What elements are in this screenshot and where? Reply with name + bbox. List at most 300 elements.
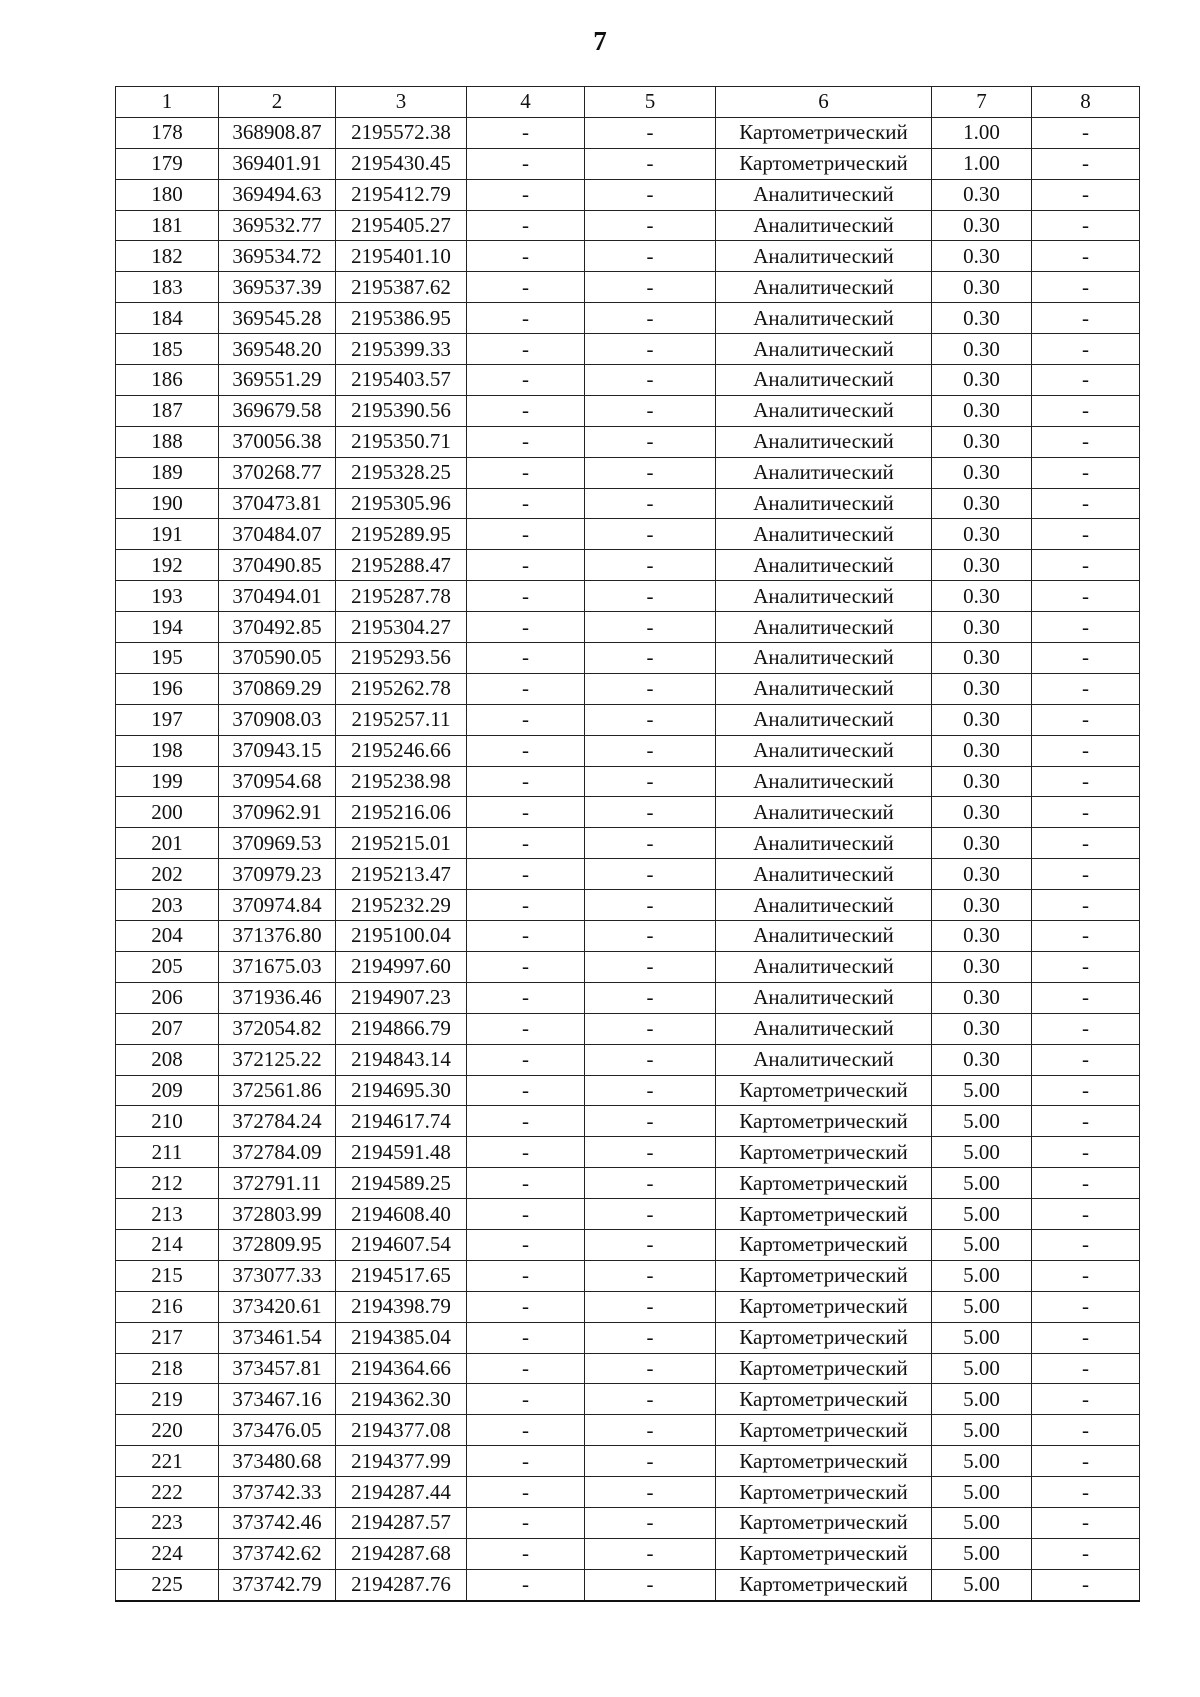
table-row xyxy=(116,828,1140,859)
table-body xyxy=(116,117,1140,1600)
y-coordinate-cell: 2195262.78 xyxy=(336,673,467,704)
table-row xyxy=(116,1569,1140,1600)
method-cell: Картометрический xyxy=(716,1106,932,1137)
y-coordinate-cell: 2195305.96 xyxy=(336,488,467,519)
y-coordinate-cell: 2194695.30 xyxy=(336,1075,467,1106)
x-coordinate-cell: 370056.38 xyxy=(219,426,336,457)
column-8-cell: - xyxy=(1032,921,1140,952)
accuracy-cell: 0.30 xyxy=(932,673,1032,704)
y-coordinate-cell: 2194362.30 xyxy=(336,1384,467,1415)
column-5-cell: - xyxy=(585,828,716,859)
method-cell: Аналитический xyxy=(716,797,932,828)
accuracy-cell: 0.30 xyxy=(932,426,1032,457)
point-number-cell: 205 xyxy=(116,951,219,982)
column-4-cell: - xyxy=(467,488,585,519)
x-coordinate-cell: 370494.01 xyxy=(219,581,336,612)
column-8-cell: - xyxy=(1032,519,1140,550)
y-coordinate-cell: 2195430.45 xyxy=(336,148,467,179)
method-cell: Аналитический xyxy=(716,673,932,704)
method-cell: Аналитический xyxy=(716,982,932,1013)
column-5-cell: - xyxy=(585,1384,716,1415)
point-number-cell: 194 xyxy=(116,612,219,643)
table-row xyxy=(116,488,1140,519)
accuracy-cell: 0.30 xyxy=(932,797,1032,828)
method-cell: Аналитический xyxy=(716,890,932,921)
table-row xyxy=(116,704,1140,735)
y-coordinate-cell: 2195390.56 xyxy=(336,395,467,426)
column-4-cell: - xyxy=(467,828,585,859)
column-4-cell: - xyxy=(467,241,585,272)
accuracy-cell: 1.00 xyxy=(932,117,1032,148)
accuracy-cell: 5.00 xyxy=(932,1168,1032,1199)
column-5-cell: - xyxy=(585,334,716,365)
method-cell: Картометрический xyxy=(716,1384,932,1415)
column-5-cell: - xyxy=(585,612,716,643)
y-coordinate-cell: 2195403.57 xyxy=(336,365,467,396)
y-coordinate-cell: 2194517.65 xyxy=(336,1260,467,1291)
table-row xyxy=(116,859,1140,890)
column-8-cell: - xyxy=(1032,1106,1140,1137)
column-4-cell: - xyxy=(467,704,585,735)
table-row xyxy=(116,1199,1140,1230)
column-4-cell: - xyxy=(467,1507,585,1538)
column-4-cell: - xyxy=(467,859,585,890)
x-coordinate-cell: 370268.77 xyxy=(219,457,336,488)
column-5-cell: - xyxy=(585,1507,716,1538)
point-number-cell: 217 xyxy=(116,1322,219,1353)
point-number-cell: 210 xyxy=(116,1106,219,1137)
accuracy-cell: 0.30 xyxy=(932,921,1032,952)
y-coordinate-cell: 2194589.25 xyxy=(336,1168,467,1199)
column-header: 3 xyxy=(336,87,467,118)
accuracy-cell: 0.30 xyxy=(932,735,1032,766)
method-cell: Аналитический xyxy=(716,210,932,241)
y-coordinate-cell: 2194907.23 xyxy=(336,982,467,1013)
accuracy-cell: 0.30 xyxy=(932,766,1032,797)
method-cell: Аналитический xyxy=(716,612,932,643)
point-number-cell: 213 xyxy=(116,1199,219,1230)
accuracy-cell: 0.30 xyxy=(932,457,1032,488)
y-coordinate-cell: 2195399.33 xyxy=(336,334,467,365)
column-5-cell: - xyxy=(585,1168,716,1199)
accuracy-cell: 5.00 xyxy=(932,1507,1032,1538)
table-row xyxy=(116,1322,1140,1353)
accuracy-cell: 0.30 xyxy=(932,951,1032,982)
table-row xyxy=(116,210,1140,241)
x-coordinate-cell: 373742.33 xyxy=(219,1477,336,1508)
point-number-cell: 222 xyxy=(116,1477,219,1508)
table-row xyxy=(116,797,1140,828)
x-coordinate-cell: 370590.05 xyxy=(219,643,336,674)
column-4-cell: - xyxy=(467,303,585,334)
y-coordinate-cell: 2195215.01 xyxy=(336,828,467,859)
x-coordinate-cell: 372561.86 xyxy=(219,1075,336,1106)
column-8-cell: - xyxy=(1032,395,1140,426)
column-4-cell: - xyxy=(467,982,585,1013)
table-row xyxy=(116,365,1140,396)
x-coordinate-cell: 370974.84 xyxy=(219,890,336,921)
column-5-cell: - xyxy=(585,643,716,674)
point-number-cell: 200 xyxy=(116,797,219,828)
table-row xyxy=(116,673,1140,704)
y-coordinate-cell: 2194287.57 xyxy=(336,1507,467,1538)
x-coordinate-cell: 369534.72 xyxy=(219,241,336,272)
accuracy-cell: 0.30 xyxy=(932,828,1032,859)
point-number-cell: 221 xyxy=(116,1446,219,1477)
accuracy-cell: 0.30 xyxy=(932,179,1032,210)
y-coordinate-cell: 2195287.78 xyxy=(336,581,467,612)
point-number-cell: 211 xyxy=(116,1137,219,1168)
column-5-cell: - xyxy=(585,303,716,334)
x-coordinate-cell: 371376.80 xyxy=(219,921,336,952)
column-8-cell: - xyxy=(1032,1538,1140,1569)
method-cell: Аналитический xyxy=(716,365,932,396)
table-row xyxy=(116,395,1140,426)
method-cell: Аналитический xyxy=(716,581,932,612)
table-row xyxy=(116,303,1140,334)
x-coordinate-cell: 373742.46 xyxy=(219,1507,336,1538)
column-5-cell: - xyxy=(585,241,716,272)
column-8-cell: - xyxy=(1032,1168,1140,1199)
table-row xyxy=(116,272,1140,303)
y-coordinate-cell: 2194607.54 xyxy=(336,1229,467,1260)
method-cell: Аналитический xyxy=(716,766,932,797)
method-cell: Картометрический xyxy=(716,1415,932,1446)
method-cell: Аналитический xyxy=(716,704,932,735)
column-4-cell: - xyxy=(467,673,585,704)
method-cell: Аналитический xyxy=(716,519,932,550)
column-8-cell: - xyxy=(1032,1477,1140,1508)
column-8-cell: - xyxy=(1032,1229,1140,1260)
method-cell: Аналитический xyxy=(716,1044,932,1075)
column-5-cell: - xyxy=(585,1013,716,1044)
column-4-cell: - xyxy=(467,581,585,612)
table-row xyxy=(116,457,1140,488)
point-number-cell: 209 xyxy=(116,1075,219,1106)
accuracy-cell: 0.30 xyxy=(932,704,1032,735)
accuracy-cell: 0.30 xyxy=(932,612,1032,643)
accuracy-cell: 5.00 xyxy=(932,1229,1032,1260)
y-coordinate-cell: 2195289.95 xyxy=(336,519,467,550)
point-number-cell: 189 xyxy=(116,457,219,488)
table-row xyxy=(116,241,1140,272)
point-number-cell: 219 xyxy=(116,1384,219,1415)
column-5-cell: - xyxy=(585,735,716,766)
column-5-cell: - xyxy=(585,272,716,303)
y-coordinate-cell: 2195246.66 xyxy=(336,735,467,766)
column-8-cell: - xyxy=(1032,890,1140,921)
y-coordinate-cell: 2195213.47 xyxy=(336,859,467,890)
column-header: 8 xyxy=(1032,87,1140,118)
column-5-cell: - xyxy=(585,1538,716,1569)
point-number-cell: 198 xyxy=(116,735,219,766)
y-coordinate-cell: 2194377.08 xyxy=(336,1415,467,1446)
table-row xyxy=(116,1415,1140,1446)
column-header: 4 xyxy=(467,87,585,118)
point-number-cell: 179 xyxy=(116,148,219,179)
column-8-cell: - xyxy=(1032,735,1140,766)
column-5-cell: - xyxy=(585,210,716,241)
column-5-cell: - xyxy=(585,766,716,797)
column-8-cell: - xyxy=(1032,1384,1140,1415)
column-8-cell: - xyxy=(1032,117,1140,148)
x-coordinate-cell: 372784.24 xyxy=(219,1106,336,1137)
accuracy-cell: 0.30 xyxy=(932,303,1032,334)
method-cell: Аналитический xyxy=(716,859,932,890)
accuracy-cell: 0.30 xyxy=(932,334,1032,365)
method-cell: Картометрический xyxy=(716,1291,932,1322)
column-5-cell: - xyxy=(585,550,716,581)
y-coordinate-cell: 2194287.68 xyxy=(336,1538,467,1569)
column-8-cell: - xyxy=(1032,1075,1140,1106)
accuracy-cell: 5.00 xyxy=(932,1322,1032,1353)
column-8-cell: - xyxy=(1032,1199,1140,1230)
point-number-cell: 186 xyxy=(116,365,219,396)
column-8-cell: - xyxy=(1032,1322,1140,1353)
method-cell: Аналитический xyxy=(716,241,932,272)
accuracy-cell: 0.30 xyxy=(932,859,1032,890)
column-5-cell: - xyxy=(585,1353,716,1384)
column-5-cell: - xyxy=(585,859,716,890)
table-row xyxy=(116,643,1140,674)
column-4-cell: - xyxy=(467,1384,585,1415)
x-coordinate-cell: 372784.09 xyxy=(219,1137,336,1168)
column-5-cell: - xyxy=(585,1075,716,1106)
table-row xyxy=(116,1260,1140,1291)
column-5-cell: - xyxy=(585,1260,716,1291)
point-number-cell: 188 xyxy=(116,426,219,457)
y-coordinate-cell: 2195412.79 xyxy=(336,179,467,210)
point-number-cell: 195 xyxy=(116,643,219,674)
column-4-cell: - xyxy=(467,1260,585,1291)
point-number-cell: 180 xyxy=(116,179,219,210)
column-8-cell: - xyxy=(1032,1013,1140,1044)
point-number-cell: 190 xyxy=(116,488,219,519)
point-number-cell: 216 xyxy=(116,1291,219,1322)
point-number-cell: 212 xyxy=(116,1168,219,1199)
column-4-cell: - xyxy=(467,1415,585,1446)
method-cell: Картометрический xyxy=(716,1507,932,1538)
y-coordinate-cell: 2194997.60 xyxy=(336,951,467,982)
column-5-cell: - xyxy=(585,982,716,1013)
column-5-cell: - xyxy=(585,519,716,550)
accuracy-cell: 5.00 xyxy=(932,1353,1032,1384)
column-8-cell: - xyxy=(1032,1507,1140,1538)
y-coordinate-cell: 2194617.74 xyxy=(336,1106,467,1137)
column-4-cell: - xyxy=(467,1168,585,1199)
table-row xyxy=(116,426,1140,457)
column-8-cell: - xyxy=(1032,581,1140,612)
method-cell: Аналитический xyxy=(716,334,932,365)
y-coordinate-cell: 2195238.98 xyxy=(336,766,467,797)
accuracy-cell: 5.00 xyxy=(932,1260,1032,1291)
column-4-cell: - xyxy=(467,951,585,982)
accuracy-cell: 5.00 xyxy=(932,1477,1032,1508)
column-8-cell: - xyxy=(1032,1415,1140,1446)
y-coordinate-cell: 2194287.76 xyxy=(336,1569,467,1600)
column-8-cell: - xyxy=(1032,1446,1140,1477)
column-4-cell: - xyxy=(467,210,585,241)
y-coordinate-cell: 2195572.38 xyxy=(336,117,467,148)
table-row xyxy=(116,334,1140,365)
column-4-cell: - xyxy=(467,395,585,426)
y-coordinate-cell: 2194287.44 xyxy=(336,1477,467,1508)
column-5-cell: - xyxy=(585,1199,716,1230)
column-5-cell: - xyxy=(585,921,716,952)
table-row xyxy=(116,1013,1140,1044)
point-number-cell: 215 xyxy=(116,1260,219,1291)
column-8-cell: - xyxy=(1032,272,1140,303)
x-coordinate-cell: 370473.81 xyxy=(219,488,336,519)
table-header-row xyxy=(116,87,1140,118)
column-5-cell: - xyxy=(585,1415,716,1446)
x-coordinate-cell: 370969.53 xyxy=(219,828,336,859)
column-5-cell: - xyxy=(585,148,716,179)
column-4-cell: - xyxy=(467,1106,585,1137)
table-row xyxy=(116,890,1140,921)
table-row xyxy=(116,1507,1140,1538)
y-coordinate-cell: 2195304.27 xyxy=(336,612,467,643)
column-5-cell: - xyxy=(585,1106,716,1137)
x-coordinate-cell: 369545.28 xyxy=(219,303,336,334)
point-number-cell: 214 xyxy=(116,1229,219,1260)
accuracy-cell: 5.00 xyxy=(932,1199,1032,1230)
x-coordinate-cell: 373476.05 xyxy=(219,1415,336,1446)
accuracy-cell: 5.00 xyxy=(932,1106,1032,1137)
x-coordinate-cell: 369532.77 xyxy=(219,210,336,241)
column-5-cell: - xyxy=(585,1044,716,1075)
point-number-cell: 192 xyxy=(116,550,219,581)
accuracy-cell: 5.00 xyxy=(932,1075,1032,1106)
point-number-cell: 206 xyxy=(116,982,219,1013)
method-cell: Картометрический xyxy=(716,1322,932,1353)
point-number-cell: 187 xyxy=(116,395,219,426)
column-5-cell: - xyxy=(585,395,716,426)
y-coordinate-cell: 2195387.62 xyxy=(336,272,467,303)
column-8-cell: - xyxy=(1032,797,1140,828)
x-coordinate-cell: 372791.11 xyxy=(219,1168,336,1199)
accuracy-cell: 0.30 xyxy=(932,550,1032,581)
y-coordinate-cell: 2194377.99 xyxy=(336,1446,467,1477)
x-coordinate-cell: 373420.61 xyxy=(219,1291,336,1322)
table-row xyxy=(116,1384,1140,1415)
column-8-cell: - xyxy=(1032,1291,1140,1322)
x-coordinate-cell: 369551.29 xyxy=(219,365,336,396)
x-coordinate-cell: 368908.87 xyxy=(219,117,336,148)
column-5-cell: - xyxy=(585,457,716,488)
accuracy-cell: 0.30 xyxy=(932,519,1032,550)
accuracy-cell: 5.00 xyxy=(932,1415,1032,1446)
accuracy-cell: 0.30 xyxy=(932,365,1032,396)
point-number-cell: 199 xyxy=(116,766,219,797)
table-row xyxy=(116,982,1140,1013)
column-4-cell: - xyxy=(467,612,585,643)
x-coordinate-cell: 373742.79 xyxy=(219,1569,336,1600)
point-number-cell: 207 xyxy=(116,1013,219,1044)
y-coordinate-cell: 2194398.79 xyxy=(336,1291,467,1322)
table-row xyxy=(116,1075,1140,1106)
column-5-cell: - xyxy=(585,797,716,828)
x-coordinate-cell: 372125.22 xyxy=(219,1044,336,1075)
accuracy-cell: 0.30 xyxy=(932,210,1032,241)
column-4-cell: - xyxy=(467,334,585,365)
column-4-cell: - xyxy=(467,735,585,766)
table-row xyxy=(116,550,1140,581)
column-4-cell: - xyxy=(467,457,585,488)
y-coordinate-cell: 2195288.47 xyxy=(336,550,467,581)
table-row xyxy=(116,612,1140,643)
column-8-cell: - xyxy=(1032,612,1140,643)
table-row xyxy=(116,1446,1140,1477)
column-8-cell: - xyxy=(1032,488,1140,519)
column-5-cell: - xyxy=(585,673,716,704)
column-8-cell: - xyxy=(1032,241,1140,272)
column-header: 1 xyxy=(116,87,219,118)
accuracy-cell: 5.00 xyxy=(932,1384,1032,1415)
x-coordinate-cell: 370484.07 xyxy=(219,519,336,550)
column-5-cell: - xyxy=(585,1477,716,1508)
column-8-cell: - xyxy=(1032,828,1140,859)
column-5-cell: - xyxy=(585,581,716,612)
point-number-cell: 223 xyxy=(116,1507,219,1538)
column-8-cell: - xyxy=(1032,179,1140,210)
method-cell: Аналитический xyxy=(716,303,932,334)
column-header: 5 xyxy=(585,87,716,118)
method-cell: Аналитический xyxy=(716,457,932,488)
x-coordinate-cell: 370954.68 xyxy=(219,766,336,797)
y-coordinate-cell: 2195100.04 xyxy=(336,921,467,952)
column-8-cell: - xyxy=(1032,457,1140,488)
x-coordinate-cell: 369679.58 xyxy=(219,395,336,426)
y-coordinate-cell: 2195293.56 xyxy=(336,643,467,674)
method-cell: Аналитический xyxy=(716,921,932,952)
point-number-cell: 191 xyxy=(116,519,219,550)
coordinates-table xyxy=(115,86,1140,1602)
accuracy-cell: 0.30 xyxy=(932,581,1032,612)
accuracy-cell: 0.30 xyxy=(932,982,1032,1013)
method-cell: Аналитический xyxy=(716,1013,932,1044)
column-5-cell: - xyxy=(585,179,716,210)
x-coordinate-cell: 369494.63 xyxy=(219,179,336,210)
table-row xyxy=(116,581,1140,612)
column-5-cell: - xyxy=(585,1229,716,1260)
column-8-cell: - xyxy=(1032,426,1140,457)
method-cell: Аналитический xyxy=(716,828,932,859)
x-coordinate-cell: 373742.62 xyxy=(219,1538,336,1569)
table-row xyxy=(116,519,1140,550)
y-coordinate-cell: 2194608.40 xyxy=(336,1199,467,1230)
column-8-cell: - xyxy=(1032,982,1140,1013)
accuracy-cell: 5.00 xyxy=(932,1569,1032,1600)
method-cell: Картометрический xyxy=(716,1446,932,1477)
column-5-cell: - xyxy=(585,890,716,921)
y-coordinate-cell: 2195328.25 xyxy=(336,457,467,488)
method-cell: Картометрический xyxy=(716,1075,932,1106)
point-number-cell: 178 xyxy=(116,117,219,148)
table-row xyxy=(116,735,1140,766)
column-4-cell: - xyxy=(467,365,585,396)
method-cell: Аналитический xyxy=(716,179,932,210)
accuracy-cell: 5.00 xyxy=(932,1538,1032,1569)
column-4-cell: - xyxy=(467,1477,585,1508)
column-4-cell: - xyxy=(467,1229,585,1260)
x-coordinate-cell: 371675.03 xyxy=(219,951,336,982)
column-4-cell: - xyxy=(467,766,585,797)
method-cell: Аналитический xyxy=(716,550,932,581)
column-8-cell: - xyxy=(1032,1044,1140,1075)
column-5-cell: - xyxy=(585,951,716,982)
point-number-cell: 201 xyxy=(116,828,219,859)
